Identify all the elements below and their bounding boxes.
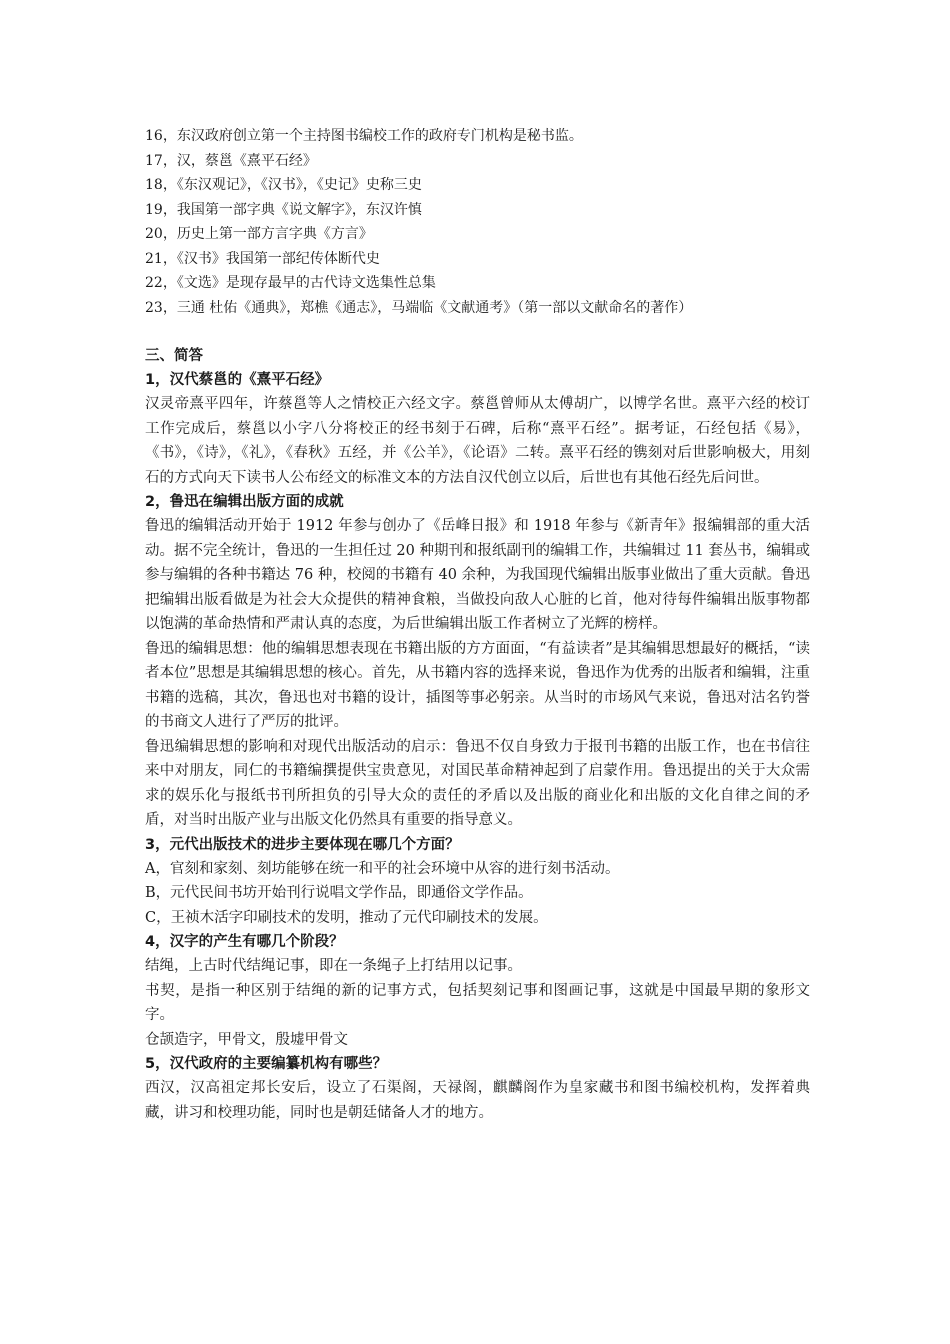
answer-paragraph: 汉灵帝熹平四年，许蔡邕等人之情校正六经文字。蔡邕曾师从太傅胡广，以博学名世。熹平六经的校订工作完成后，蔡邕以小字八分将校正的经书刻于石碑，后称“熹平石经”。据考证，石经包括《易》，《书》，《诗》，《礼》，《春秋》五经，并《公羊》，《论语》二转。熹平石经的镌刻对后世影响极大，用刻石的方式向天下读书人公布经文的标准文本的方法自汉代创立以后，后世也有其他石经先后问世。 <box>145 396 810 486</box>
section-spacer <box>145 320 810 344</box>
answer-paragraph: 书契，是指一种区别于结绳的新的记事方式，包括契刻记事和图画记事，这就是中国最早期的象形文字。 <box>145 982 810 1023</box>
qa-2 <box>145 490 810 833</box>
answer-paragraph: 鲁迅的编辑思想：他的编辑思想表现在书籍出版的方方面面，“有益读者”是其编辑思想最好的概括，“读者本位”思想是其编辑思想的核心。首先，从书籍内容的选择来说，鲁迅作为优秀的出版者和编辑，注重书籍的选稿，其次，鲁迅也对书籍的设计，插图等事必躬亲。从当时的市场风气来说，鲁迅对沽名钓誉的书商文人进行了严厉的批评。 <box>145 640 810 730</box>
answer-paragraph: 鲁迅编辑思想的影响和对现代出版活动的启示：鲁迅不仅自身致力于报刊书籍的出版工作，也在书信往来中对朋友，同仁的书籍编撰提供宝贵意见，对国民革命精神起到了启蒙作用。鲁迅提出的关于大众需求的娱乐化与报纸书刊所担负的引导大众的责任的矛盾以及出版的商业化和出版的文化自律之间的矛盾，对当时出版产业与出版文化仍然具有重要的指导意义。 <box>145 738 810 828</box>
list-item-21: 21，《汉书》我国第一部纪传体断代史 <box>145 250 380 267</box>
answer-paragraph: C，王祯木活字印刷技术的发明，推动了元代印刷技术的发展。 <box>145 909 548 926</box>
answer-paragraph: B，元代民间书坊开始刊行说唱文学作品，即通俗文学作品。 <box>145 885 533 901</box>
qa-4 <box>145 930 810 1052</box>
question-heading: 2，鲁迅在编辑出版方面的成就 <box>145 494 344 510</box>
answer-paragraph: A，官刻和家刻、刻坊能够在统一和平的社会环境中从容的进行刻书活动。 <box>145 860 620 877</box>
answer-paragraph: 仓颉造字，甲骨文，殷墟甲骨文 <box>145 1031 348 1048</box>
list-item-19: 19，我国第一部字典《说文解字》，东汉许慎 <box>145 201 422 218</box>
numbered-list <box>145 124 810 320</box>
qa-1 <box>145 368 810 490</box>
question-heading: 1，汉代蔡邕的《熹平石经》 <box>145 372 330 388</box>
qa-5 <box>145 1052 810 1125</box>
answer-paragraph: 西汉，汉高祖定邦长安后，设立了石渠阁，天禄阁，麒麟阁作为皇家藏书和图书编校机构，发挥着典藏，讲习和校理功能，同时也是朝廷储备人才的地方。 <box>145 1080 810 1121</box>
question-heading: 5，汉代政府的主要编纂机构有哪些？ <box>145 1056 388 1072</box>
list-item-20: 20，历史上第一部方言字典《方言》 <box>145 226 373 242</box>
list-item-16: 16，东汉政府创立第一个主持图书编校工作的政府专门机构是秘书监。 <box>145 128 583 144</box>
list-item-17: 17，汉，蔡邕《熹平石经》 <box>145 152 317 169</box>
list-item-18: 18，《东汉观记》，《汉书》，《史记》史称三史 <box>145 177 422 193</box>
answer-paragraph: 结绳，上古时代结绳记事，即在一条绳子上打结用以记事。 <box>145 958 522 974</box>
list-item-23: 23，三通 杜佑《通典》，郑樵《通志》，马端临《文献通考》（第一部以文献命名的著作） <box>145 299 693 316</box>
question-heading: 3，元代出版技术的进步主要体现在哪几个方面？ <box>145 836 460 853</box>
answer-paragraph: 鲁迅的编辑活动开始于 1912 年参与创办了《岳峰日报》和 1918 年参与《新青年》报编辑部的重大活动。据不完全统计，鲁迅的一生担任过 20 种期刊和报纸副刊的编辑工作，共编辑过 11 套丛书，编辑或参与编辑的各种书籍达 76 种，校阅的书籍有 40 余种，为我国现代编辑出版事业做出了重大贡献。鲁迅把编辑出版看做是为社会大众提供的精神食粮，当做投向敌人心脏的匕首，他对待每件编辑出版事物都以饱满的革命热情和严肃认真的态度，为后世编辑出版工作者树立了光辉的榜样。 <box>145 518 810 632</box>
qa-3 <box>145 833 810 931</box>
list-item-22: 22，《文选》是现存最早的古代诗文选集性总集 <box>145 275 436 291</box>
document-body <box>145 124 810 1125</box>
section-title: 三、简答 <box>145 348 203 364</box>
question-heading: 4，汉字的产生有哪几个阶段？ <box>145 934 344 950</box>
